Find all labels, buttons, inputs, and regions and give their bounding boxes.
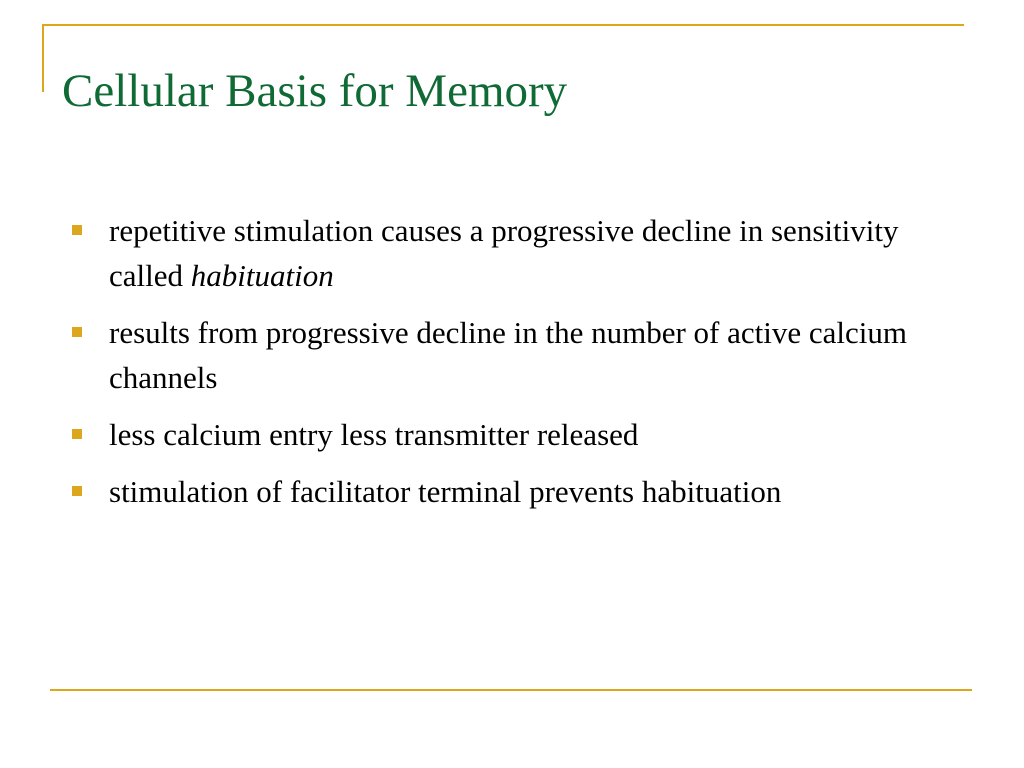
bullet-item — [68, 412, 928, 457]
frame-left-rule — [42, 24, 44, 92]
bullet-item — [68, 208, 928, 298]
slide-title: Cellular Basis for Memory — [62, 65, 568, 117]
bullet-item — [68, 310, 928, 400]
bullet-emphasis: habituation — [190, 258, 334, 293]
frame-top-rule — [42, 24, 964, 26]
bullet-text: stimulation of facilitator terminal prevents habituation — [109, 474, 782, 509]
bullet-text: repetitive stimulation causes a progressive decline in sensitivity called — [109, 213, 899, 293]
bullet-item — [68, 469, 928, 514]
square-bullet-icon — [72, 429, 82, 439]
square-bullet-icon — [72, 327, 82, 337]
bullet-text: results from progressive decline in the number of active calcium channels — [109, 315, 907, 395]
bullet-list — [68, 208, 928, 526]
square-bullet-icon — [72, 486, 82, 496]
bullet-text: less calcium entry less transmitter released — [109, 417, 639, 452]
square-bullet-icon — [72, 225, 82, 235]
frame-bottom-rule — [50, 689, 972, 691]
